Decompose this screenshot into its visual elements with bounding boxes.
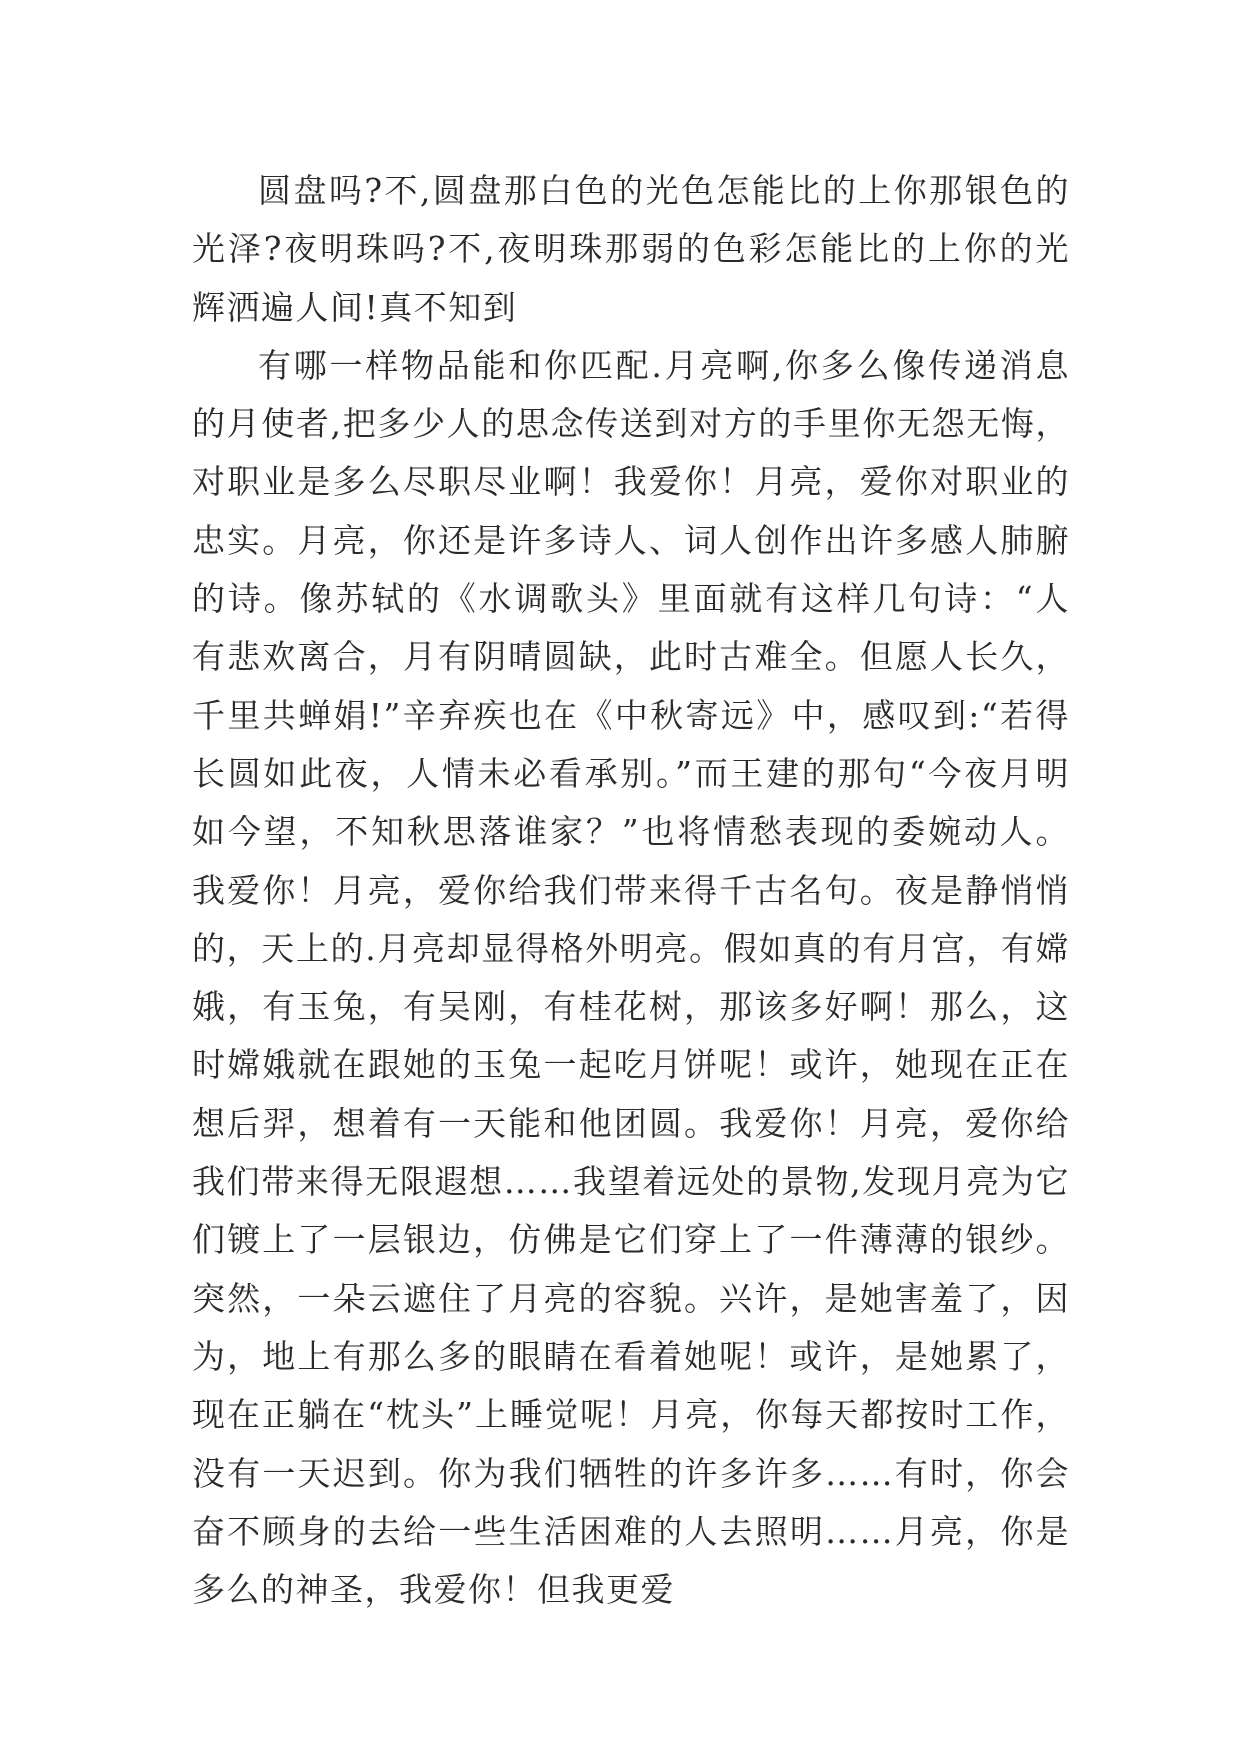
paragraph-2: 有哪一样物品能和你匹配.月亮啊,你多么像传递消息的月使者,把多少人的思念传送到对方的手里你无怨无悔，对职业是多么尽职尽业啊！我爱你！月亮，爱你对职业的忠实。月亮，你还是许多诗人、词人创作出许多感人肺腑的诗。像苏轼的《水调歌头》里面就有这样几句诗：“人有悲欢离合，月有阴晴圆缺，此时古难全。但愿人长久，千里共蝉娟!”辛弃疾也在《中秋寄远》中，感叹到:“若得长圆如此夜，人情未必看承别。”而王建的那句“今夜月明如今望，不知秋思落谁家？”也将情愁表现的委婉动人。我爱你！月亮，爱你给我们带来得千古名句。夜是静悄悄的，天上的.月亮却显得格外明亮。假如真的有月宫，有嫦娥，有玉兔，有吴刚，有桂花树，那该多好啊！那么，这时嫦娥就在跟她的玉兔一起吃月饼呢！或许，她现在正在想后羿，想着有一天能和他团圆。我爱你！月亮，爱你给我们带来得无限遐想……我望着远处的景物,发现月亮为它们镀上了一层银边，仿佛是它们穿上了一件薄薄的银纱。突然，一朵云遮住了月亮的容貌。兴许，是她害羞了，因为，地上有那么多的眼睛在看着她呢！或许，是她累了，现在正躺在“枕头”上睡觉呢！月亮，你每天都按时工作，没有一天迟到。你为我们牺牲的许多许多……有时，你会奋不顾身的去给一些生活困难的人去照明……月亮，你是多么的神圣，我爱你！但我更爱 [192,345,1070,1610]
body-text [192,162,1070,1619]
paragraph-1: 圆盘吗?不,圆盘那白色的光色怎能比的上你那银色的光泽?夜明珠吗?不,夜明珠那弱的色彩怎能比的上你的光辉洒遍人间!真不知到 [192,171,1070,327]
